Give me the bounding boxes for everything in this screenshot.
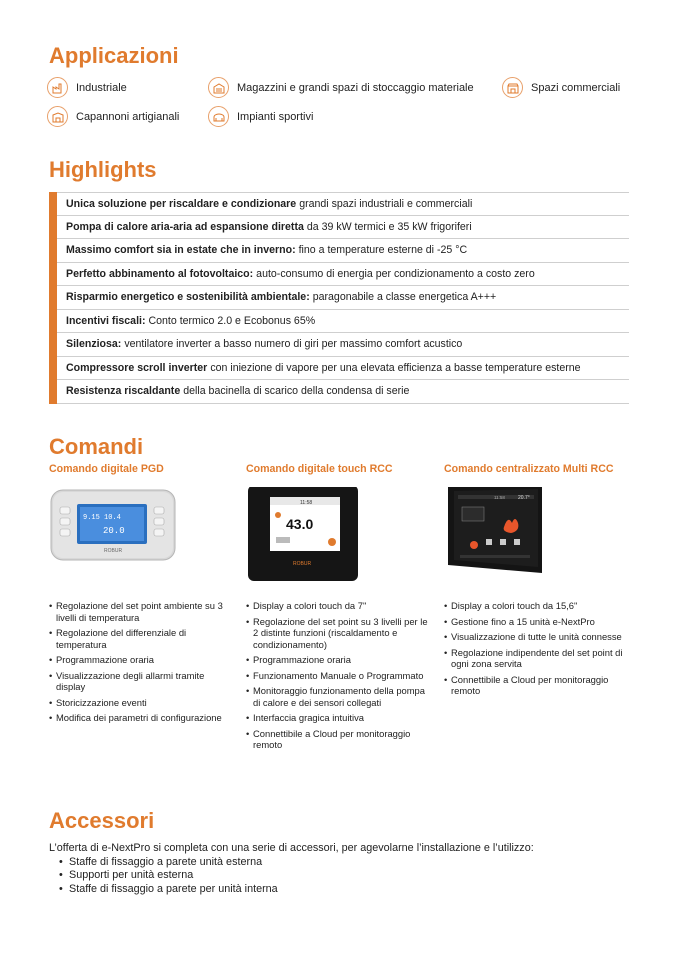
- svg-text:ROBUR: ROBUR: [293, 561, 312, 567]
- accessori-list: [49, 856, 649, 897]
- feature-item: • Regolazione del set point su 3 livelli per le 2 distinte funzioni (riscaldamento e condizionamento): [246, 616, 431, 651]
- feature-item: • Monitoraggio funzionamento della pompa di calore e dei sensori collegati: [246, 685, 431, 708]
- svg-text:20.7°: 20.7°: [518, 495, 530, 501]
- accessori-item: • Staffe di fissaggio a parete unità esterna: [49, 856, 649, 870]
- highlights-title: Highlights: [49, 157, 157, 182]
- comando-features: [444, 600, 629, 701]
- highlights-accent-bar: [49, 192, 57, 404]
- feature-item: • Storicizzazione eventi: [49, 697, 234, 709]
- feature-item: • Visualizzazione degli allarmi tramite display: [49, 670, 234, 693]
- app-label: Capannoni artigianali: [76, 110, 180, 123]
- workshop-icon: [47, 106, 68, 127]
- feature-item: • Visualizzazione di tutte le unità connesse: [444, 631, 629, 643]
- feature-item: • Interfaccia gragica intuitiva: [246, 712, 431, 724]
- sports-icon: [208, 106, 229, 127]
- comando-title: Comando digitale PGD: [49, 463, 164, 475]
- feature-item: • Programmazione oraria: [49, 654, 234, 666]
- comando-features: [49, 600, 234, 728]
- app-label: Magazzini e grandi spazi di stoccaggio materiale: [237, 81, 474, 94]
- feature-item: • Regolazione del differenziale di temperatura: [49, 627, 234, 650]
- app-item-magazzini: [208, 77, 474, 98]
- comando-multi-rcc: [444, 463, 634, 696]
- touch-rcc-device-image: [246, 487, 416, 577]
- highlight-row: Pompa di calore aria-aria ad espansione diretta da 39 kW termici e 35 kW frigoriferi: [57, 216, 629, 240]
- app-item-spazi-commerciali: [502, 77, 620, 98]
- highlight-row: Perfetto abbinamento al fotovoltaico: auto-consumo di energia per condizionamento a costo zero: [57, 263, 629, 287]
- warehouse-icon: [208, 77, 229, 98]
- feature-item: • Regolazione del set point ambiente su 3 livelli di temperatura: [49, 600, 234, 623]
- feature-item: • Funzionamento Manuale o Programmato: [246, 670, 431, 682]
- svg-text:43.0: 43.0: [286, 516, 314, 532]
- accessori-item: • Supporti per unità esterna: [49, 869, 649, 883]
- app-label: Impianti sportivi: [237, 110, 314, 123]
- applicazioni-list: [47, 77, 647, 133]
- feature-item: • Connettibile a Cloud per monitoraggio remoto: [246, 728, 431, 751]
- feature-item: • Gestione fino a 15 unità e-NextPro: [444, 616, 629, 628]
- comando-pgd: [49, 463, 239, 723]
- feature-item: • Programmazione oraria: [246, 654, 431, 666]
- multi-rcc-device-image: [444, 487, 614, 577]
- applicazioni-title: Applicazioni: [49, 43, 179, 68]
- comando-title: Comando centralizzato Multi RCC: [444, 463, 614, 475]
- comando-touch-rcc: [246, 463, 436, 750]
- feature-item: • Display a colori touch da 15,6": [444, 600, 629, 612]
- accessori-body: [49, 842, 649, 896]
- svg-text:9.15 10.4: 9.15 10.4: [83, 514, 121, 522]
- highlight-row: Incentivi fiscali: Conto termico 2.0 e Ecobonus 65%: [57, 310, 629, 334]
- app-label: Spazi commerciali: [531, 81, 621, 94]
- svg-text:11:58: 11:58: [300, 500, 313, 506]
- store-icon: [502, 77, 523, 98]
- highlight-row: Compressore scroll inverter con iniezione di vapore per una elevata efficienza a basse temperature esterne: [57, 357, 629, 381]
- accessori-item: • Staffe di fissaggio a parete per unità interna: [49, 883, 649, 897]
- comandi-title: Comandi: [49, 434, 144, 459]
- highlight-row: Massimo comfort sia in estate che in inverno: fino a temperature esterne di -25 °C: [57, 239, 629, 263]
- highlight-row: Silenziosa: ventilatore inverter a basso numero di giri per massimo comfort acustico: [57, 333, 629, 357]
- app-item-impianti-sportivi: [208, 106, 313, 127]
- feature-item: • Display a colori touch da 7": [246, 600, 431, 612]
- app-item-industriale: [47, 77, 127, 98]
- highlight-row: Unica soluzione per riscaldare e condizionare grandi spazi industriali e commerciali: [57, 192, 629, 216]
- pgd-device-image: [49, 487, 219, 577]
- feature-item: • Modifica dei parametri di configurazione: [49, 712, 234, 724]
- app-item-capannoni: [47, 106, 179, 127]
- svg-text:11:58: 11:58: [494, 495, 505, 500]
- feature-item: • Regolazione indipendente del set point di ogni zona servita: [444, 647, 629, 670]
- comando-features: [246, 600, 431, 755]
- factory-icon: [47, 77, 68, 98]
- comando-title: Comando digitale touch RCC: [246, 463, 393, 475]
- accessori-title: Accessori: [49, 808, 155, 833]
- accessori-intro: L’offerta di e-NextPro si completa con una serie di accessori, per agevolarne l’installazione e l’utilizzo:: [49, 842, 534, 854]
- highlight-row: Risparmio energetico e sostenibilità ambientale: paragonabile a classe energetica A+++: [57, 286, 629, 310]
- feature-item: • Connettibile a Cloud per monitoraggio remoto: [444, 674, 629, 697]
- svg-text:20.0: 20.0: [103, 526, 125, 536]
- highlight-row: Resistenza riscaldante della bacinella di scarico della condensa di serie: [57, 380, 629, 404]
- app-label: Industriale: [76, 81, 127, 94]
- svg-text:ROBUR: ROBUR: [104, 548, 123, 554]
